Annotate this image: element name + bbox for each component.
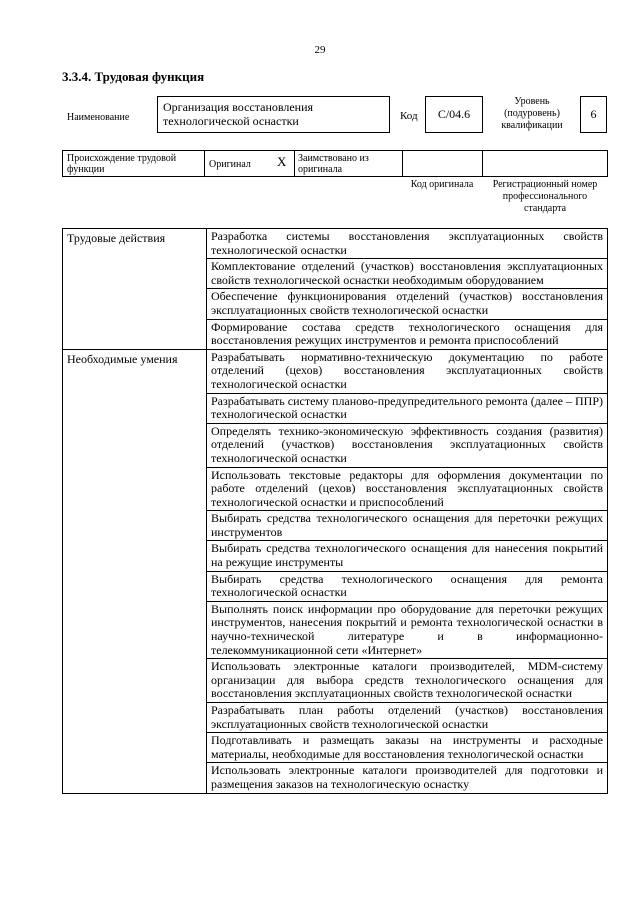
list-item: Выполнять поиск информации про оборудование для переточки режущих инструментов, нанесения покрытий и ремонта технологической оснастки в научно-технической литературе и в информационно-телекоммуникационной сети «Интернет» [207, 601, 608, 658]
level-box [580, 96, 607, 133]
list-item: Определять технико-экономическую эффективность создания (развития) отделений (участков) восстановления эксплуатационных свойств технологической оснастки [207, 423, 608, 467]
table-row [63, 229, 608, 259]
origin-row [62, 150, 608, 177]
code-label: Код [400, 110, 418, 122]
function-name-box: Организация восстановления технологической оснастки [157, 96, 390, 133]
list-item: Разрабатывать нормативно-техническую документацию по работе отделений (цехов) восстановления эксплуатационных свойств технологической оснастки [207, 349, 608, 393]
original-mark: X [277, 154, 287, 169]
code-original-caption: Код оригинала [410, 179, 474, 190]
function-table [62, 228, 608, 794]
list-item: Комплектование отделений (участков) восстановления эксплуатационных свойств технологической оснастки необходимым оборудованием [207, 259, 608, 289]
table-row [63, 349, 608, 393]
origin-label: Происхождение трудовой функции [67, 153, 177, 175]
list-item: Использовать электронные каталоги производителей для подготовки и размещения заказов на технологическую оснастку [207, 763, 608, 793]
level-value: 6 [590, 107, 597, 121]
list-item: Разрабатывать план работы отделений (участков) восстановления эксплуатационных свойств технологической оснастки [207, 703, 608, 733]
list-item: Подготавливать и размещать заказы на инструменты и расходные материалы, необходимые для восстановления технологической оснастки [207, 733, 608, 763]
list-item: Выбирать средства технологического оснащения для ремонта технологической оснастки [207, 571, 608, 601]
borrowed-label: Заимствовано из оригинала [298, 153, 369, 175]
list-item: Использовать электронные каталоги производителей, MDM-систему организации для выбора средств технологического оснащения для восстановления эксплуатационных свойств технологической оснастки [207, 659, 608, 703]
level-label: Уровень (подуровень) квалификации [501, 96, 563, 131]
code-original-cell [403, 151, 483, 176]
page-number: 29 [314, 44, 326, 56]
code-box [425, 96, 483, 133]
list-item: Выбирать средства технологического оснащения для нанесения покрытий на режущие инструменты [207, 541, 608, 571]
section-title: 3.3.4. Трудовая функция [62, 69, 205, 84]
list-item: Разрабатывать систему планово-предупредительного ремонта (далее – ППР) технологической оснастки [207, 393, 608, 423]
borrowed-cell [295, 151, 403, 176]
name-label: Наименование [67, 112, 130, 123]
reg-number-caption: Регистрационный номер профессионального стандарта [492, 179, 598, 214]
code-value: C/04.6 [437, 107, 471, 121]
list-item: Обеспечение функционирования отделений (участков) восстановления эксплуатационных свойств технологической оснастки [207, 289, 608, 319]
origin-label-cell [63, 151, 205, 176]
list-item: Разработка системы восстановления эксплуатационных свойств технологической оснастки [207, 229, 608, 259]
list-item: Использовать текстовые редакторы для оформления документации по работе отделений (цехов) восстановления эксплуатационных свойств технологической оснастки и приспособлений [207, 467, 608, 511]
original-label: Оригинал [209, 159, 251, 170]
original-cell [205, 151, 295, 176]
reg-number-cell [483, 151, 607, 176]
section-heading: Необходимые умения [63, 349, 207, 793]
list-item: Выбирать средства технологического оснащения для переточки режущих инструментов [207, 511, 608, 541]
section-heading: Трудовые действия [63, 229, 207, 350]
list-item: Формирование состава средств технологического оснащения для восстановления режущих инструментов и ремонта приспособлений [207, 319, 608, 349]
